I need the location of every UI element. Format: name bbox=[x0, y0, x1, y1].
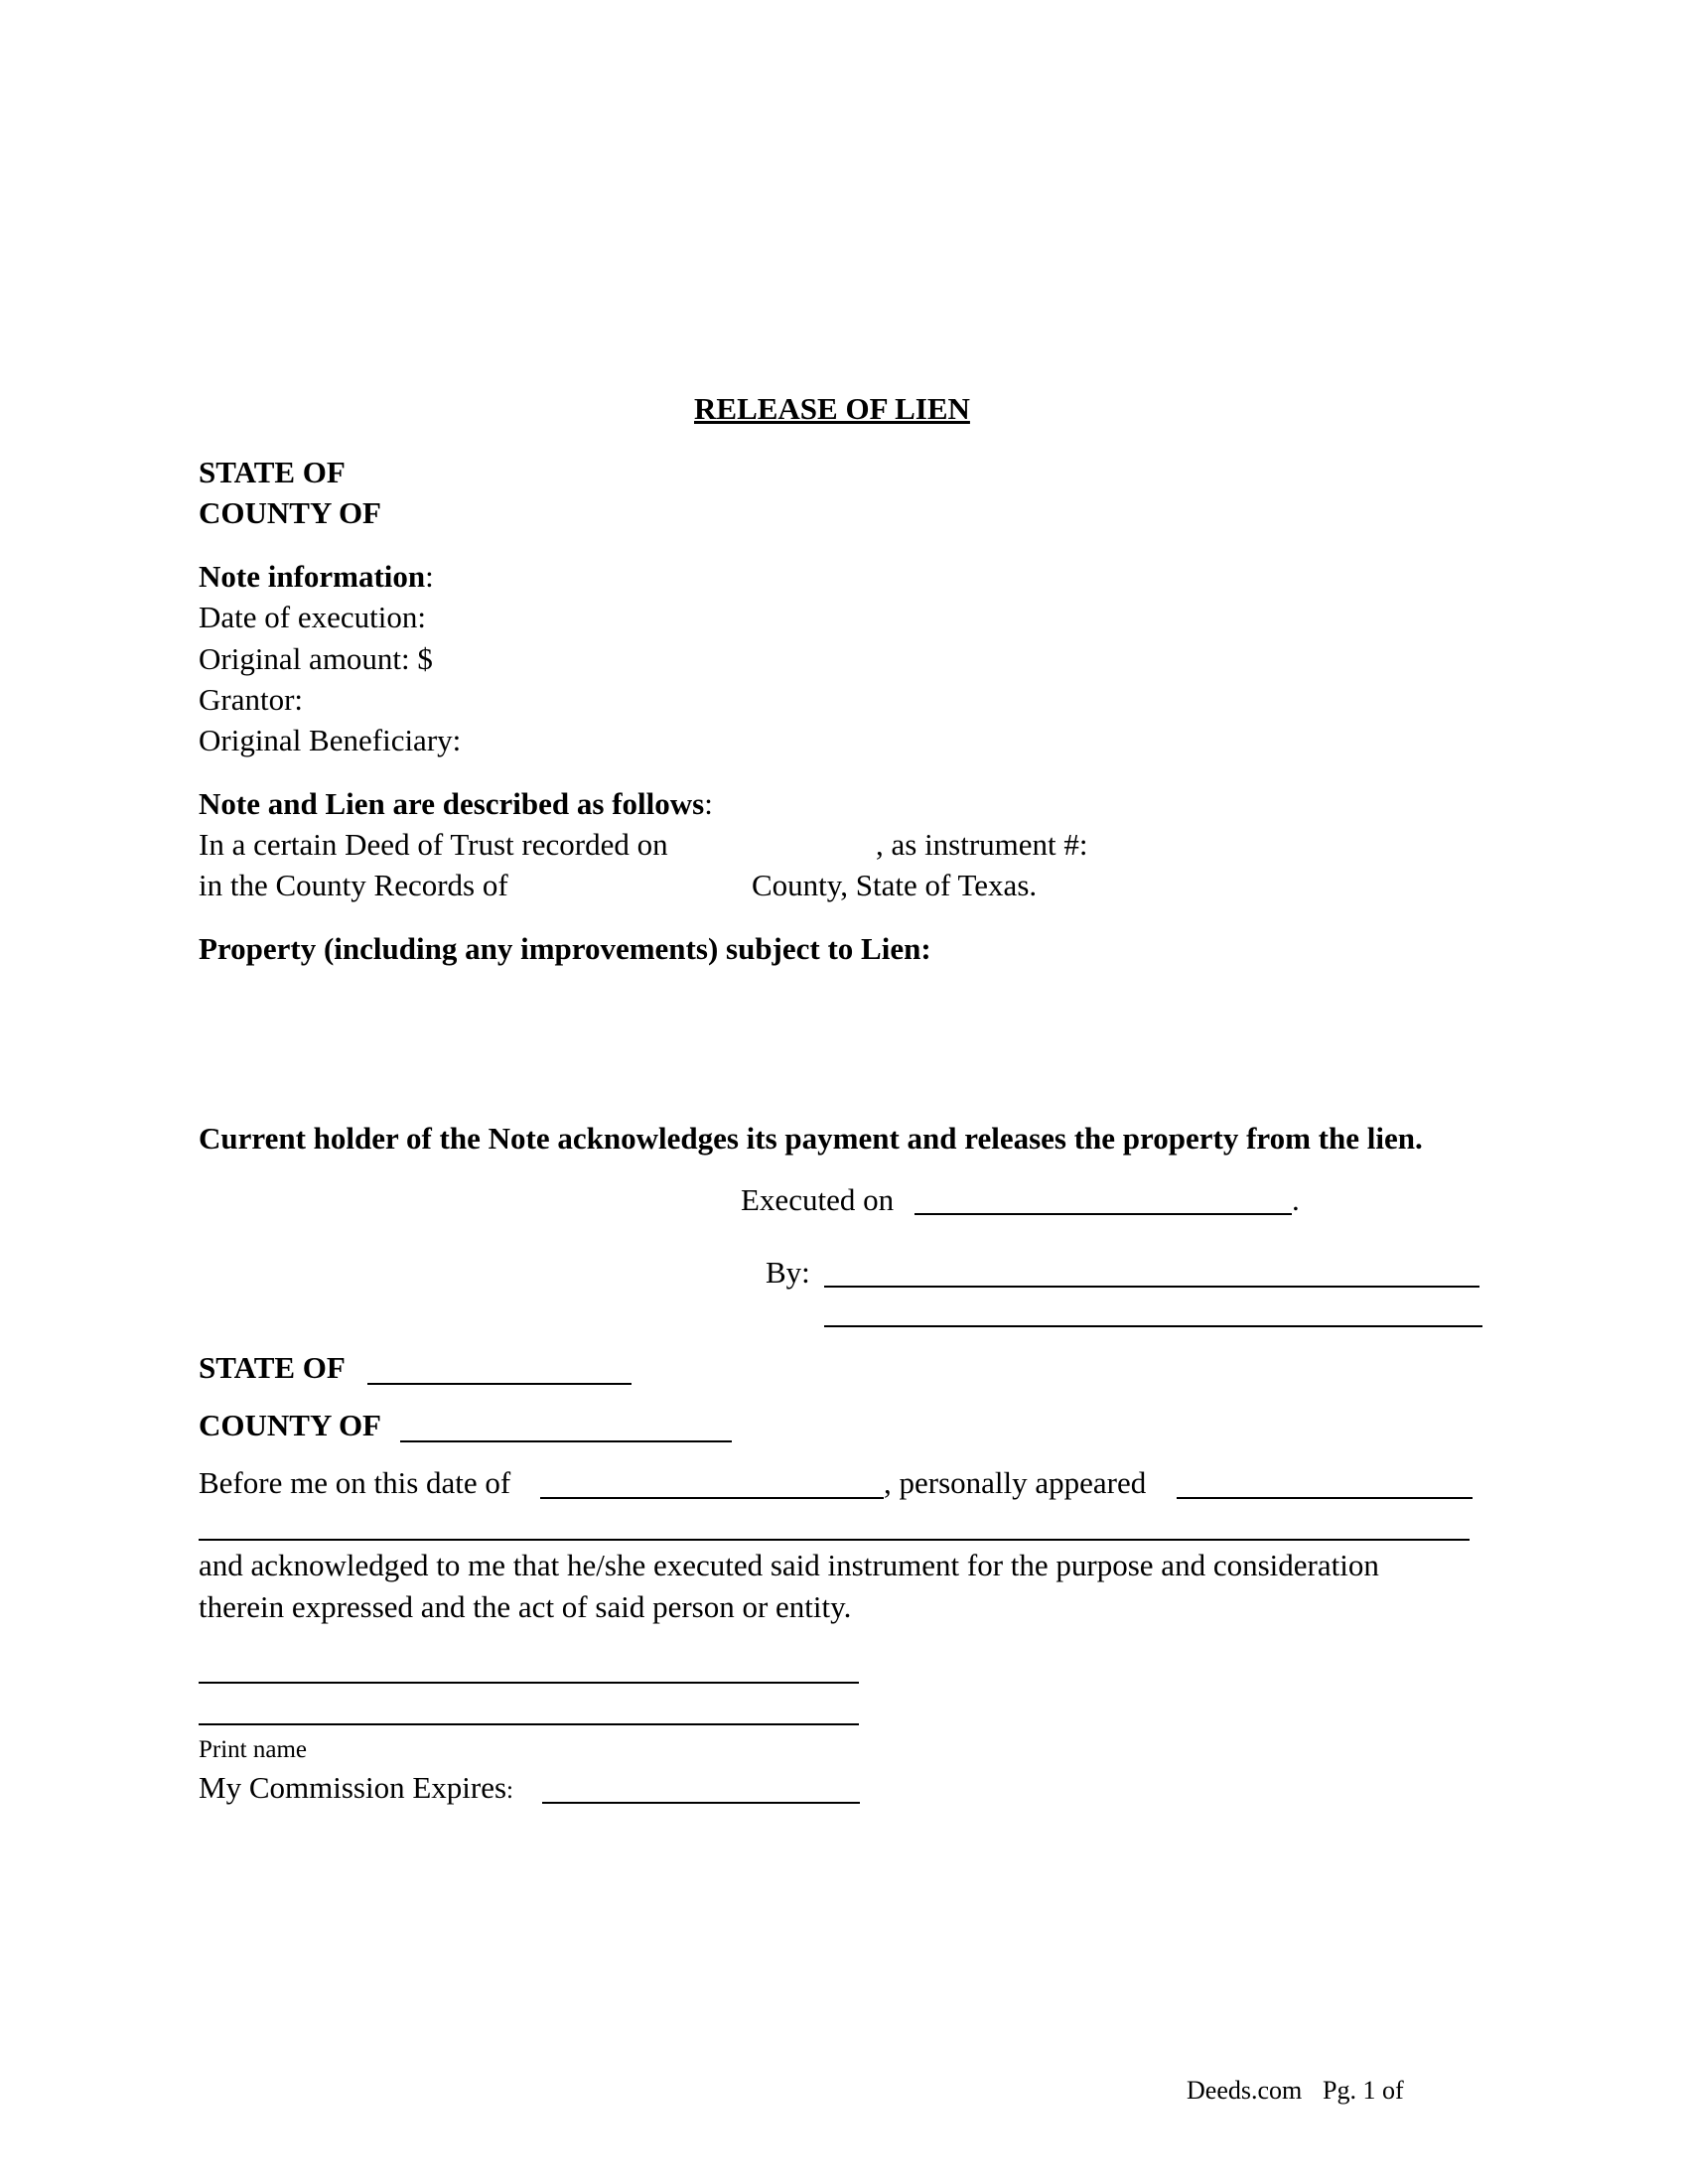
original-beneficiary-label: Original Beneficiary: bbox=[199, 723, 462, 757]
commission-expires-text: My Commission Expires bbox=[199, 1770, 507, 1805]
commission-expires-label bbox=[199, 1772, 513, 1803]
lien-description-heading-text: Note and Lien are described as follows bbox=[199, 786, 705, 821]
lien-description-heading bbox=[199, 788, 713, 819]
date-of-execution-label: Date of execution: bbox=[199, 600, 426, 634]
executed-on-line bbox=[914, 1213, 1292, 1215]
grantor-label: Grantor: bbox=[199, 682, 304, 717]
commission-expires-line bbox=[542, 1802, 860, 1804]
print-name-label: Print name bbox=[199, 1736, 308, 1763]
document-title: RELEASE OF LIEN bbox=[694, 391, 970, 426]
county-label: COUNTY OF bbox=[199, 495, 381, 530]
personally-appeared-label: , personally appeared bbox=[884, 1465, 1147, 1500]
original-amount-label: Original amount: $ bbox=[199, 641, 433, 676]
county-records-label: in the County Records of bbox=[199, 868, 508, 902]
executed-on-label: Executed on bbox=[741, 1182, 895, 1217]
notary-state-line bbox=[367, 1383, 632, 1385]
footer-page-number: Pg. 1 of bbox=[1323, 2076, 1404, 2105]
commission-expires-colon: : bbox=[506, 1777, 513, 1804]
lien-description-heading-colon: : bbox=[704, 786, 713, 821]
notary-county-line bbox=[400, 1440, 732, 1442]
before-me-label: Before me on this date of bbox=[199, 1465, 511, 1500]
before-me-date-line bbox=[540, 1497, 884, 1499]
footer-site: Deeds.com bbox=[1187, 2076, 1303, 2105]
appeared-name-line bbox=[1177, 1497, 1473, 1499]
by-signature-line bbox=[824, 1286, 1479, 1288]
by-name-line bbox=[824, 1325, 1482, 1327]
by-label: By: bbox=[766, 1255, 810, 1290]
notary-county-label: COUNTY OF bbox=[199, 1408, 381, 1442]
acknowledgment-line-1: and acknowledged to me that he/she executed said instrument for the purpose and consideration bbox=[199, 1548, 1379, 1582]
notary-state-label: STATE OF bbox=[199, 1350, 346, 1385]
release-statement: Current holder of the Note acknowledges its payment and releases the property from the lien. bbox=[199, 1121, 1423, 1156]
acknowledgment-line-2: therein expressed and the act of said person or entity. bbox=[199, 1589, 852, 1624]
note-info-heading bbox=[199, 561, 434, 592]
appeared-name-continuation-line bbox=[199, 1539, 1470, 1541]
notary-signature-line bbox=[199, 1682, 859, 1684]
property-heading: Property (including any improvements) subject to Lien: bbox=[199, 931, 931, 966]
note-info-heading-colon: : bbox=[425, 559, 434, 594]
notary-print-name-line bbox=[199, 1723, 859, 1725]
instrument-number-label: , as instrument #: bbox=[876, 827, 1088, 862]
executed-on-period: . bbox=[1292, 1182, 1300, 1217]
deed-of-trust-recorded-label: In a certain Deed of Trust recorded on bbox=[199, 827, 668, 862]
state-label: STATE OF bbox=[199, 455, 346, 489]
county-state-texas-label: County, State of Texas. bbox=[752, 868, 1038, 902]
note-info-heading-text: Note information bbox=[199, 559, 426, 594]
